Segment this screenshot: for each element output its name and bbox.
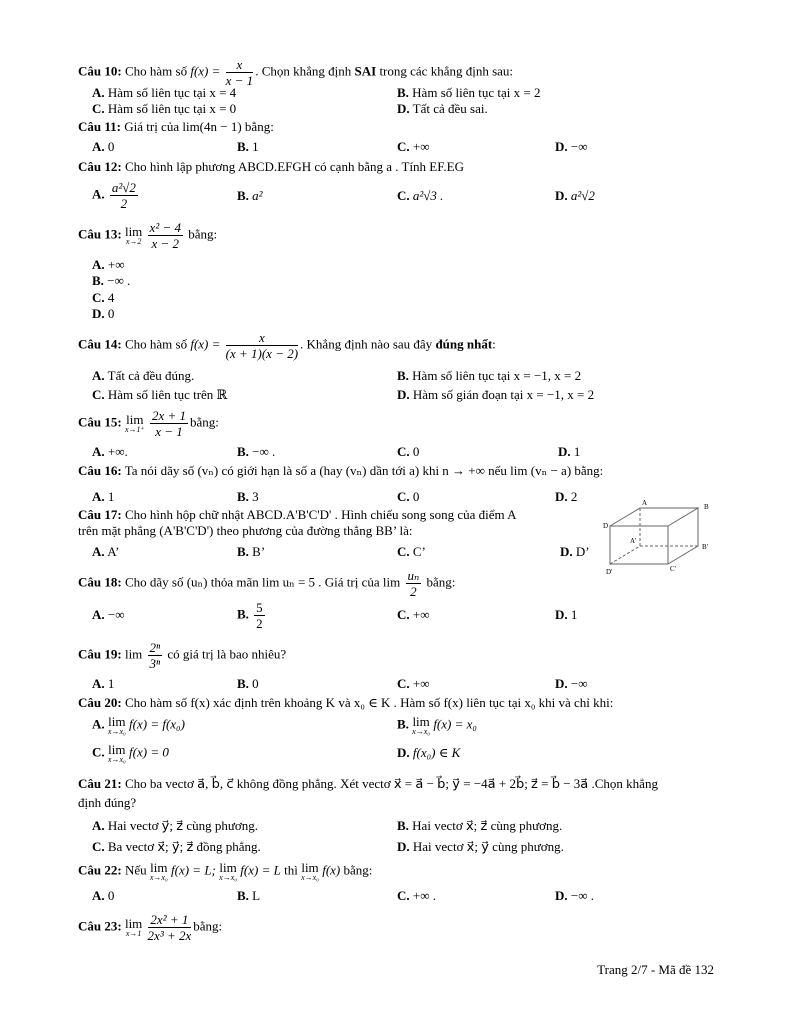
question-17-cont: trên mặt phẳng (A'B'C'D') theo phương của đường thẳng BB’ là:	[78, 523, 413, 538]
q12-option-c: C. a²√3 .	[397, 188, 444, 203]
vertex-label: D'	[606, 568, 613, 576]
question-18: Câu 18: Cho dãy số (uₙ) thỏa mãn lim uₙ = 5 . Giá trị của lim $\frac{\text{uₙ}}{2}$ bằng:	[78, 568, 456, 599]
q11-option-d: D. −∞	[555, 139, 588, 154]
question-22: Câu 22: Nếu lim x→x₀ f(x) = L; lim x→x₀ f(x) = L thì lim x→x₀ f(x) bằng:	[78, 860, 373, 882]
question-16: Câu 16: Ta nói dãy số (vₙ) có giới hạn là số a (hay (vₙ) dần tới a) khi n → +∞ nếu lim (vₙ − a) bằng:	[78, 463, 604, 478]
q14-option-a: A. Tất cả đều đúng.	[92, 368, 195, 383]
function-expr: f(x) =	[190, 63, 221, 79]
q18-option-c: C. +∞	[397, 607, 430, 622]
question-label: Câu 10:	[78, 63, 122, 79]
q15-option-c: C. 0	[397, 444, 420, 459]
q16-option-d: D. 2	[555, 489, 578, 504]
box-hidden-edge	[610, 546, 698, 564]
q17-option-a: A. A’	[92, 544, 120, 559]
question-21-cont: định đúng?	[78, 795, 137, 810]
q11-option-b: B. 1	[237, 139, 259, 154]
q16-option-c: C. 0	[397, 489, 420, 504]
q17-option-b: B. B’	[237, 544, 266, 559]
question-12: Câu 12: Cho hình lập phương ABCD.EFGH có cạnh bằng a . Tính EF.EG	[78, 159, 465, 174]
question-text: Cho hàm số	[124, 63, 188, 79]
vertex-label: C'	[670, 565, 676, 573]
question-text: Cho hình lập phương ABCD.EFGH có cạnh bằng a . Tính EF.EG	[124, 159, 465, 174]
question-20: Câu 20: Cho hàm số f(x) xác định trên khoảng K và x₀ ∈ K . Hàm số f(x) liên tục tại x₀ khi và chỉ khi:	[78, 695, 614, 710]
question-14: Câu 14: Cho hàm số f(x) = $\frac{x}{(x + 1)(x - 2)}$ . Khẳng định nào sau đây đúng nhất:	[78, 330, 496, 361]
q16-option-a: A. 1	[92, 489, 115, 504]
question-23: Câu 23: lim x→1 $\frac{\text{2x² + 1}}{\text{2x³ + 2x}}$ bằng:	[78, 912, 223, 943]
fraction: $\frac{x}{x - 1}$	[225, 57, 254, 88]
emphasis: SAI	[354, 63, 377, 79]
q12-option-b: B. a²	[237, 188, 263, 203]
q20-option-c: C. lim x→x₀ f(x) = 0	[92, 742, 169, 764]
q13-option-c: C. 4	[92, 290, 115, 305]
q15-option-b: B. −∞ .	[237, 444, 276, 459]
vertex-label: B	[704, 503, 709, 511]
q14-option-d: D. Hàm số gián đoạn tại x = −1, x = 2	[397, 387, 595, 402]
q14-option-b: B. Hàm số liên tục tại x = −1, x = 2	[397, 368, 582, 383]
q22-option-a: A. 0	[92, 888, 115, 903]
q13-option-a: A. +∞	[92, 257, 125, 272]
question-11: Câu 11: Giá trị của lim(4n − 1) bằng:	[78, 119, 274, 134]
q17-option-d: D. D’	[560, 544, 590, 559]
question-text: Giá trị của lim(4n − 1) bằng:	[124, 119, 274, 134]
q16-option-b: B. 3	[237, 489, 259, 504]
vertex-label: A	[642, 499, 648, 507]
question-13: Câu 13: lim x→2 $\frac{\text{x² − 4}}{x - 2}$ bằng:	[78, 220, 218, 251]
q12-option-d: D. a²√2	[555, 188, 595, 203]
q19-option-b: B. 0	[237, 676, 259, 691]
q19-option-d: D. −∞	[555, 676, 588, 691]
q21-option-a: A. Hai vectơ y⃗; z⃗ cùng phương.	[92, 818, 259, 833]
q10-option-d: D. Tất cả đều sai.	[397, 101, 488, 116]
q10-option-a: A. Hàm số liên tục tại x = 4	[92, 85, 237, 100]
question-19: Câu 19: lim $\frac{\text{2ⁿ}}{\text{3ⁿ}}$ có giá trị là bao nhiêu?	[78, 640, 287, 671]
question-text: Ta nói dãy số (vₙ) có giới hạn là số a (hay (vₙ) dần tới a) khi n → +∞ nếu lim (vₙ − a) bằng:	[124, 463, 604, 478]
vertex-label: A'	[630, 537, 637, 545]
q13-option-d: D. 0	[92, 306, 115, 321]
question-15: Câu 15: lim x→1⁺ $\frac{2x + 1}{x - 1}$ bằng:	[78, 408, 219, 439]
emphasis: đúng nhất	[435, 336, 493, 352]
q21-option-d: D. Hai vectơ x⃗; y⃗ cùng phương.	[397, 839, 564, 854]
box-figure	[600, 498, 718, 576]
q15-option-d: D. 1	[558, 444, 581, 459]
q22-option-c: C. +∞ .	[397, 888, 436, 903]
q20-option-b: B. lim x→x₀ f(x) = x₀	[397, 714, 477, 736]
q11-option-c: C. +∞	[397, 139, 430, 154]
q19-option-a: A. 1	[92, 676, 115, 691]
q18-option-a: A. −∞	[92, 607, 125, 622]
box-right-edge	[668, 508, 698, 564]
q17-option-c: C. C’	[397, 544, 426, 559]
q10-option-b: B. Hàm số liên tục tại x = 2	[397, 85, 541, 100]
q12-option-a: A. $\frac{\text{a²√2}}{2}$	[92, 180, 136, 211]
q18-option-b: B. $\frac{5}{2}$	[237, 600, 263, 631]
q10-option-c: C. Hàm số liên tục tại x = 0	[92, 101, 237, 116]
question-10: Câu 10: Cho hàm số f(x) = $\frac{x}{x - 1}$ . Chọn khẳng định SAI trong các khẳng định sau:	[78, 57, 514, 88]
vertex-label: D	[603, 522, 609, 530]
question-21: Câu 21: Cho ba vectơ a⃗, b⃗, c⃗ không đồng phẳng. Xét vectơ x⃗ = a⃗ − b⃗; y⃗ = −4a⃗ + 2b⃗; z⃗ = b⃗ − 3a⃗ .Chọn khẳng	[78, 776, 658, 791]
q19-option-c: C. +∞	[397, 676, 430, 691]
q22-option-d: D. −∞ .	[555, 888, 594, 903]
q20-option-a: A. lim x→x₀ f(x) = f(x₀)	[92, 714, 185, 736]
question-17: Câu 17: Cho hình hộp chữ nhật ABCD.A'B'C'D' . Hình chiếu song song của điểm A	[78, 507, 517, 522]
q18-option-d: D. 1	[555, 607, 578, 622]
q14-option-c: C. Hàm số liên tục trên ℝ	[92, 387, 228, 402]
box-top-face	[610, 508, 698, 526]
q11-option-a: A. 0	[92, 139, 115, 154]
q21-option-c: C. Ba vectơ x⃗; y⃗; z⃗ đồng phẳng.	[92, 839, 261, 854]
vertex-label: B'	[702, 543, 708, 551]
page-footer: Trang 2/7 - Mã đề 132	[597, 962, 714, 977]
q22-option-b: B. L	[237, 888, 261, 903]
q21-option-b: B. Hai vectơ x⃗; z⃗ cùng phương.	[397, 818, 563, 833]
q13-option-b: B. −∞ .	[92, 273, 131, 288]
q15-option-a: A. +∞.	[92, 444, 128, 459]
q20-option-d: D. f(x₀) ∈ K	[397, 745, 461, 760]
